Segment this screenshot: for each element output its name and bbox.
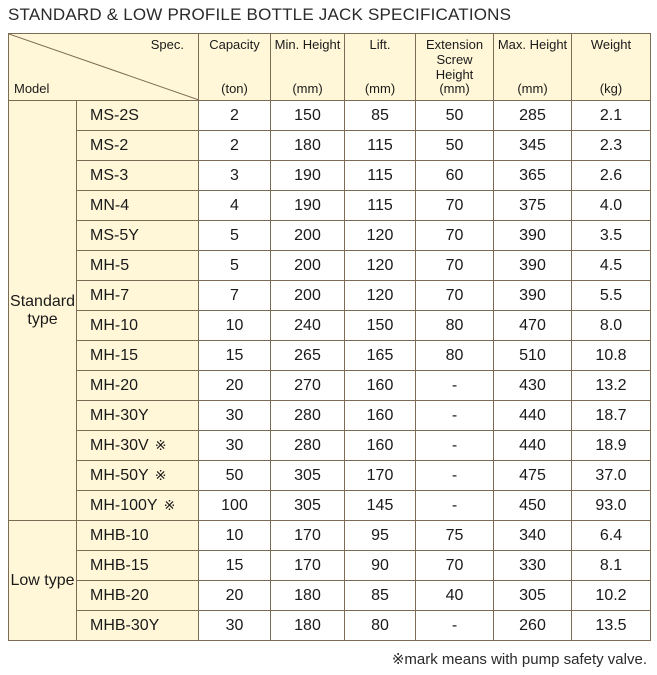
value-cell: 4.5 xyxy=(572,251,651,281)
value-cell: 120 xyxy=(345,221,416,251)
column-header xyxy=(271,34,345,101)
model-name: MHB-15 xyxy=(90,556,149,574)
table-row xyxy=(9,461,651,491)
value-cell: 20 xyxy=(199,581,271,611)
model-name: MS-2 xyxy=(90,136,129,154)
model-name: MHB-20 xyxy=(90,586,149,604)
model-cell xyxy=(77,461,199,491)
value-cell: 390 xyxy=(494,281,572,311)
value-cell: 160 xyxy=(345,371,416,401)
value-cell: 60 xyxy=(416,161,494,191)
model-name: MH-10 xyxy=(90,316,139,334)
model-cell xyxy=(77,341,199,371)
safety-valve-mark: ※ xyxy=(154,436,167,453)
footnote: ※mark means with pump safety valve. xyxy=(391,651,647,668)
value-cell: 70 xyxy=(416,551,494,581)
value-cell: 10 xyxy=(199,311,271,341)
value-cell: 200 xyxy=(271,251,345,281)
model-name: MH-15 xyxy=(90,346,139,364)
value-cell: 50 xyxy=(416,131,494,161)
value-cell: 70 xyxy=(416,191,494,221)
value-cell: 40 xyxy=(416,581,494,611)
table-row xyxy=(9,401,651,431)
value-cell: 10 xyxy=(199,521,271,551)
model-name: MHB-10 xyxy=(90,526,149,544)
model-cell xyxy=(77,131,199,161)
model-cell xyxy=(77,611,199,641)
value-cell: 7 xyxy=(199,281,271,311)
model-name: MS-2S xyxy=(90,106,139,124)
value-cell: 305 xyxy=(494,581,572,611)
value-cell: 15 xyxy=(199,551,271,581)
value-cell: 70 xyxy=(416,221,494,251)
model-name: MH-7 xyxy=(90,286,130,304)
value-cell: 50 xyxy=(416,101,494,131)
value-cell: 100 xyxy=(199,491,271,521)
value-cell: - xyxy=(416,371,494,401)
value-cell: 70 xyxy=(416,251,494,281)
spec-model-corner xyxy=(9,34,199,101)
value-cell: 265 xyxy=(271,341,345,371)
column-header-label: Min. Height xyxy=(274,37,341,52)
value-cell: 80 xyxy=(416,311,494,341)
table-row xyxy=(9,191,651,221)
value-cell: 6.4 xyxy=(572,521,651,551)
value-cell: 30 xyxy=(199,611,271,641)
table-row xyxy=(9,371,651,401)
model-name: MH-50Y xyxy=(90,466,149,484)
value-cell: 2.1 xyxy=(572,101,651,131)
value-cell: 50 xyxy=(199,461,271,491)
value-cell: 280 xyxy=(271,401,345,431)
value-cell: 18.7 xyxy=(572,401,651,431)
header-row xyxy=(9,34,651,101)
value-cell: 280 xyxy=(271,431,345,461)
value-cell: 2 xyxy=(199,131,271,161)
model-cell xyxy=(77,311,199,341)
value-cell: 200 xyxy=(271,281,345,311)
group-label: Standard type xyxy=(9,101,77,521)
model-name: MH-5 xyxy=(90,256,130,274)
value-cell: 3 xyxy=(199,161,271,191)
model-cell xyxy=(77,251,199,281)
value-cell: 115 xyxy=(345,131,416,161)
table-row xyxy=(9,551,651,581)
value-cell: 165 xyxy=(345,341,416,371)
value-cell: 260 xyxy=(494,611,572,641)
model-cell xyxy=(77,551,199,581)
column-header xyxy=(572,34,651,101)
table-row xyxy=(9,311,651,341)
table-row xyxy=(9,251,651,281)
value-cell: 180 xyxy=(271,581,345,611)
value-cell: 200 xyxy=(271,221,345,251)
value-cell: 18.9 xyxy=(572,431,651,461)
column-header xyxy=(416,34,494,101)
model-cell xyxy=(77,431,199,461)
safety-valve-mark: ※ xyxy=(163,496,176,513)
model-cell xyxy=(77,191,199,221)
column-header xyxy=(345,34,416,101)
model-name: MH-20 xyxy=(90,376,139,394)
value-cell: 510 xyxy=(494,341,572,371)
value-cell: 120 xyxy=(345,281,416,311)
table-row xyxy=(9,281,651,311)
value-cell: 5 xyxy=(199,221,271,251)
table-row xyxy=(9,221,651,251)
value-cell: 4.0 xyxy=(572,191,651,221)
page-title: STANDARD & LOW PROFILE BOTTLE JACK SPECIFICATIONS xyxy=(8,5,512,24)
value-cell: 2 xyxy=(199,101,271,131)
table-row xyxy=(9,521,651,551)
column-header-label: Weight xyxy=(590,37,632,52)
value-cell: 8.1 xyxy=(572,551,651,581)
value-cell: 180 xyxy=(271,611,345,641)
value-cell: 13.5 xyxy=(572,611,651,641)
model-cell xyxy=(77,371,199,401)
model-name: MH-30Y xyxy=(90,406,149,424)
column-header-unit: (mm) xyxy=(439,81,470,96)
value-cell: 345 xyxy=(494,131,572,161)
value-cell: 5 xyxy=(199,251,271,281)
value-cell: 20 xyxy=(199,371,271,401)
value-cell: 440 xyxy=(494,431,572,461)
model-name: MN-4 xyxy=(90,196,130,214)
model-name: MHB-30Y xyxy=(90,616,160,634)
value-cell: 390 xyxy=(494,251,572,281)
column-header-unit: (ton) xyxy=(221,81,248,96)
value-cell: 450 xyxy=(494,491,572,521)
value-cell: 2.6 xyxy=(572,161,651,191)
table-row xyxy=(9,131,651,161)
column-header xyxy=(199,34,271,101)
value-cell: 270 xyxy=(271,371,345,401)
value-cell: 180 xyxy=(271,131,345,161)
model-cell xyxy=(77,101,199,131)
model-cell xyxy=(77,581,199,611)
value-cell: 115 xyxy=(345,191,416,221)
value-cell: 80 xyxy=(416,341,494,371)
table-row xyxy=(9,581,651,611)
column-header xyxy=(494,34,572,101)
value-cell: 8.0 xyxy=(572,311,651,341)
table-row xyxy=(9,161,651,191)
table-row xyxy=(9,431,651,461)
value-cell: - xyxy=(416,461,494,491)
table-row xyxy=(9,491,651,521)
model-cell xyxy=(77,221,199,251)
value-cell: 285 xyxy=(494,101,572,131)
value-cell: 37.0 xyxy=(572,461,651,491)
spec-label: Spec. xyxy=(150,37,184,52)
table-row xyxy=(9,611,651,641)
value-cell: 150 xyxy=(345,311,416,341)
value-cell: 2.3 xyxy=(572,131,651,161)
model-cell xyxy=(77,521,199,551)
value-cell: 170 xyxy=(345,461,416,491)
value-cell: 5.5 xyxy=(572,281,651,311)
value-cell: 95 xyxy=(345,521,416,551)
value-cell: 10.8 xyxy=(572,341,651,371)
value-cell: 160 xyxy=(345,401,416,431)
value-cell: 30 xyxy=(199,401,271,431)
value-cell: 330 xyxy=(494,551,572,581)
model-name: MH-30V xyxy=(90,436,149,454)
value-cell: 190 xyxy=(271,191,345,221)
value-cell: 440 xyxy=(494,401,572,431)
model-cell xyxy=(77,161,199,191)
model-name: MS-5Y xyxy=(90,226,139,244)
value-cell: 340 xyxy=(494,521,572,551)
column-header-unit: (mm) xyxy=(517,81,548,96)
value-cell: 470 xyxy=(494,311,572,341)
value-cell: 475 xyxy=(494,461,572,491)
value-cell: 10.2 xyxy=(572,581,651,611)
value-cell: 375 xyxy=(494,191,572,221)
column-header-unit: (mm) xyxy=(292,81,323,96)
value-cell: 3.5 xyxy=(572,221,651,251)
value-cell: 145 xyxy=(345,491,416,521)
column-header-label: Extension Screw Height xyxy=(425,37,484,82)
value-cell: 30 xyxy=(199,431,271,461)
value-cell: 305 xyxy=(271,461,345,491)
value-cell: 170 xyxy=(271,521,345,551)
value-cell: 120 xyxy=(345,251,416,281)
value-cell: 93.0 xyxy=(572,491,651,521)
model-cell xyxy=(77,281,199,311)
model-name: MH-100Y xyxy=(90,496,158,514)
value-cell: - xyxy=(416,431,494,461)
value-cell: 4 xyxy=(199,191,271,221)
model-label: Model xyxy=(14,81,50,96)
column-header-label: Lift. xyxy=(369,37,391,52)
value-cell: 15 xyxy=(199,341,271,371)
column-header-label: Capacity xyxy=(209,37,260,52)
value-cell: 240 xyxy=(271,311,345,341)
value-cell: 365 xyxy=(494,161,572,191)
table-row xyxy=(9,341,651,371)
column-header-unit: (mm) xyxy=(364,81,396,96)
value-cell: 80 xyxy=(345,611,416,641)
column-header-unit: (kg) xyxy=(599,81,623,96)
value-cell: 430 xyxy=(494,371,572,401)
value-cell: 115 xyxy=(345,161,416,191)
value-cell: 85 xyxy=(345,101,416,131)
value-cell: 85 xyxy=(345,581,416,611)
value-cell: 160 xyxy=(345,431,416,461)
value-cell: 13.2 xyxy=(572,371,651,401)
value-cell: 75 xyxy=(416,521,494,551)
value-cell: - xyxy=(416,611,494,641)
value-cell: 190 xyxy=(271,161,345,191)
value-cell: 305 xyxy=(271,491,345,521)
value-cell: 170 xyxy=(271,551,345,581)
table-row xyxy=(9,101,651,131)
value-cell: - xyxy=(416,491,494,521)
value-cell: - xyxy=(416,401,494,431)
column-header-label: Max. Height xyxy=(497,37,568,52)
value-cell: 390 xyxy=(494,221,572,251)
spec-table xyxy=(8,33,651,641)
value-cell: 70 xyxy=(416,281,494,311)
model-cell xyxy=(77,401,199,431)
model-cell xyxy=(77,491,199,521)
model-name: MS-3 xyxy=(90,166,129,184)
value-cell: 90 xyxy=(345,551,416,581)
value-cell: 150 xyxy=(271,101,345,131)
safety-valve-mark: ※ xyxy=(154,466,167,483)
group-label: Low type xyxy=(9,521,77,641)
